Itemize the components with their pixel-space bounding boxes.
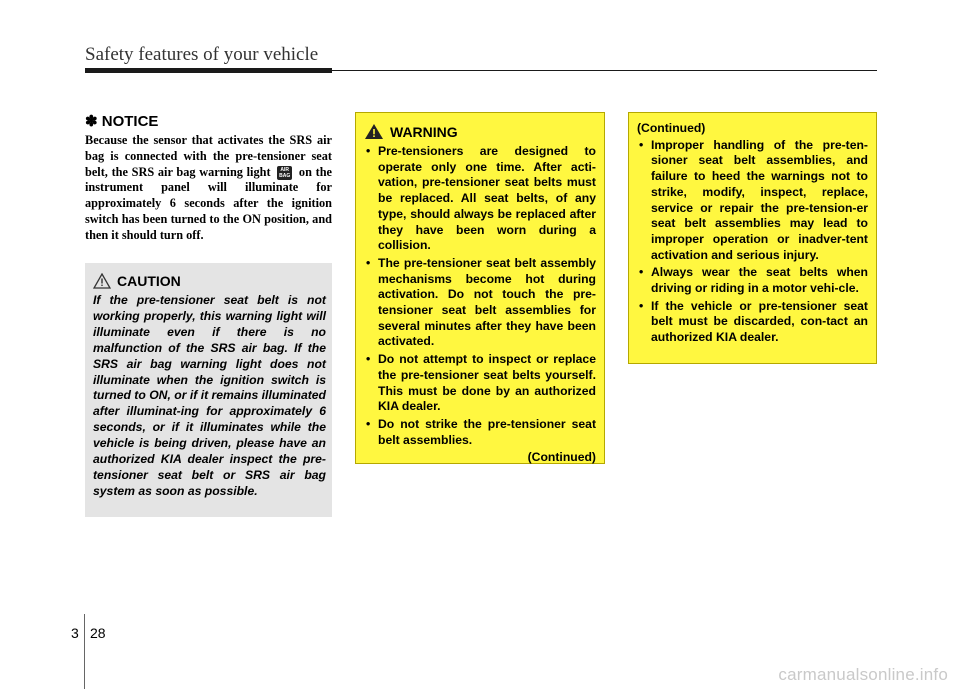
- warning-box: [355, 112, 605, 464]
- list-item: • Improper handling of the pre-ten-sioner seat belt assemblies, and failure to heed the warnings not to strike, modify, inspect, replace, service or repair the pre-tension-er seat belt assemblies may lead to improper operation or inadver-tent activation and serious injury.: [637, 138, 868, 264]
- warning-continued-list: [637, 138, 868, 346]
- notice-title: ✽ NOTICE: [85, 113, 159, 130]
- chapter-number: 3: [71, 625, 79, 641]
- header-rule: [85, 68, 332, 73]
- list-item: • If the vehicle or pre-tensioner seat belt must be discarded, con-tact an authorized KIA dealer.: [637, 299, 868, 346]
- list-item: • Always wear the seat belts when driving or riding in a motor vehi-cle.: [637, 265, 868, 296]
- continued-label: (Continued): [527, 450, 596, 465]
- warning-triangle-icon: [364, 123, 384, 140]
- airbag-warning-icon: AIR BAG: [279, 166, 291, 179]
- caution-box: [85, 263, 332, 517]
- list-item: • Do not strike the pre-tensioner seat belt assemblies.: [364, 417, 596, 448]
- notice-body: [85, 133, 332, 244]
- caution-text: If the pre-tensioner seat belt is not working properly, this warning light will illuminate even if there is no malfunction of the SRS air bag. If the SRS air bag warning light does not illuminate when the ignition switch is turned to ON, or if it remains illuminated after illuminat-ing for approximately 6 seconds, or if it illuminates while the vehicle is being driven, please have an authorized KIA dealer inspect the pre-tensioner seat belt or SRS air bag system as soon as possible.: [93, 293, 326, 498]
- list-item: • The pre-tensioner seat belt assembly mechanisms become hot during activation. Do not touch the pre-tensioner seat belt assemblies for several minutes after they have been activated.: [364, 256, 596, 350]
- header-rule-thin: [332, 70, 877, 71]
- list-item: • Do not attempt to inspect or replace the pre-tensioner seat belts yourself. This must be done by an authorized KIA dealer.: [364, 352, 596, 415]
- caution-heading-label: CAUTION: [117, 273, 181, 289]
- notice-body-text-end: on the instrument panel will illuminate for approximately 6 seconds after the ignition switch has been turned to the ON position, and then it should turn off.: [85, 164, 332, 242]
- caution-triangle-icon: [93, 273, 111, 289]
- caution-heading: [93, 273, 326, 289]
- warning-continued-box: [628, 112, 877, 364]
- page-header-title: Safety features of your vehicle: [85, 44, 319, 65]
- warning-list: [364, 144, 596, 448]
- continued-heading: (Continued): [637, 121, 706, 135]
- watermark: carmanualsonline.info: [778, 665, 948, 684]
- list-item: • Pre-tensioners are designed to operate only one time. After acti-vation, pre-tensioner seat belts must be replaced. All seat belts, of any type, should always be replaced after they have been worn during a collision.: [364, 144, 596, 254]
- footer-divider: [84, 614, 85, 689]
- notice-body-text: Because the sensor that activates the SRS air bag is connected with the pre-tensioner seat belt, the SRS air bag warning light: [85, 133, 332, 179]
- warning-heading-label: WARNING: [390, 123, 458, 140]
- warning-heading: [364, 123, 596, 140]
- page-number: 28: [90, 625, 106, 641]
